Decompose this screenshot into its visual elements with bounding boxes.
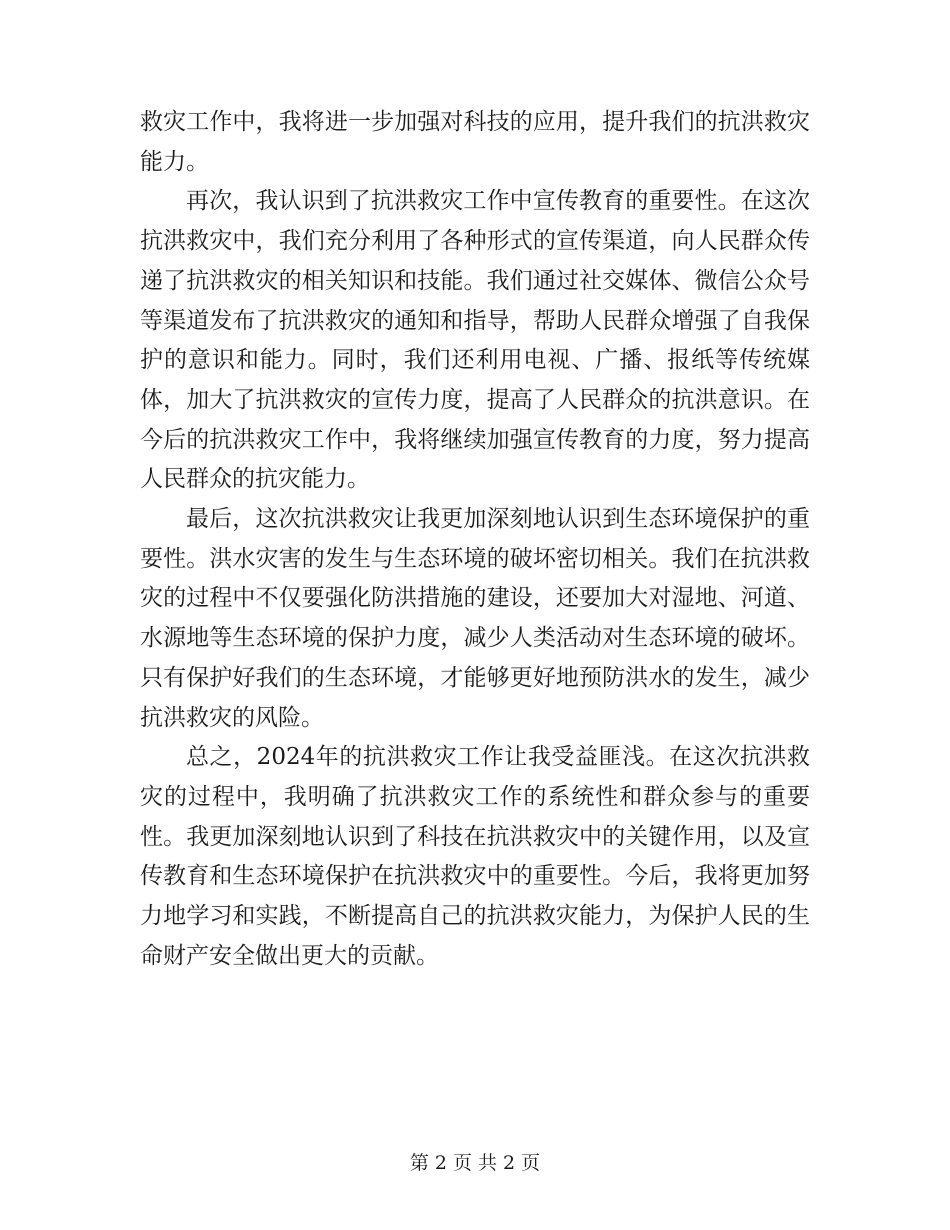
document-body [140, 103, 810, 976]
paragraph-publicity-education: 再次，我认识到了抗洪救灾工作中宣传教育的重要性。在这次抗洪救灾中，我们充分利用了各种形式的宣传渠道，向人民群众传递了抗洪救灾的相关知识和技能。我们通过社交媒体、微信公众号等渠道发布了抗洪救灾的通知和指导，帮助人民群众增强了自我保护的意识和能力。同时，我们还利用电视、广播、报纸等传统媒体，加大了抗洪救灾的宣传力度，提高了人民群众的抗洪意识。在今后的抗洪救灾工作中，我将继续加强宣传教育的力度，努力提高人民群众的抗灾能力。 [140, 188, 810, 493]
paragraph-continuation: 救灾工作中，我将进一步加强对科技的应用，提升我们的抗洪救灾能力。 [140, 109, 810, 175]
paragraph-ecological-protection: 最后，这次抗洪救灾让我更加深刻地认识到生态环境保护的重要性。洪水灾害的发生与生态环境的破坏密切相关。我们在抗洪救灾的过程中不仅要强化防洪措施的建设，还要加大对湿地、河道、水源地等生态环境的保护力度，减少人类活动对生态环境的破坏。只有保护好我们的生态环境，才能够更好地预防洪水的发生，减少抗洪救灾的风险。 [140, 506, 810, 731]
paragraph-conclusion: 总之，2024年的抗洪救灾工作让我受益匪浅。在这次抗洪救灾的过程中，我明确了抗洪救灾工作的系统性和群众参与的重要性。我更加深刻地认识到了科技在抗洪救灾中的关键作用，以及宣传教育和生态环境保护在抗洪救灾中的重要性。今后，我将更加努力地学习和实践，不断提高自己的抗洪救灾能力，为保护人民的生命财产安全做出更大的贡献。 [140, 744, 810, 969]
page-number-footer: 第 2 页 共 2 页 [409, 1152, 541, 1174]
